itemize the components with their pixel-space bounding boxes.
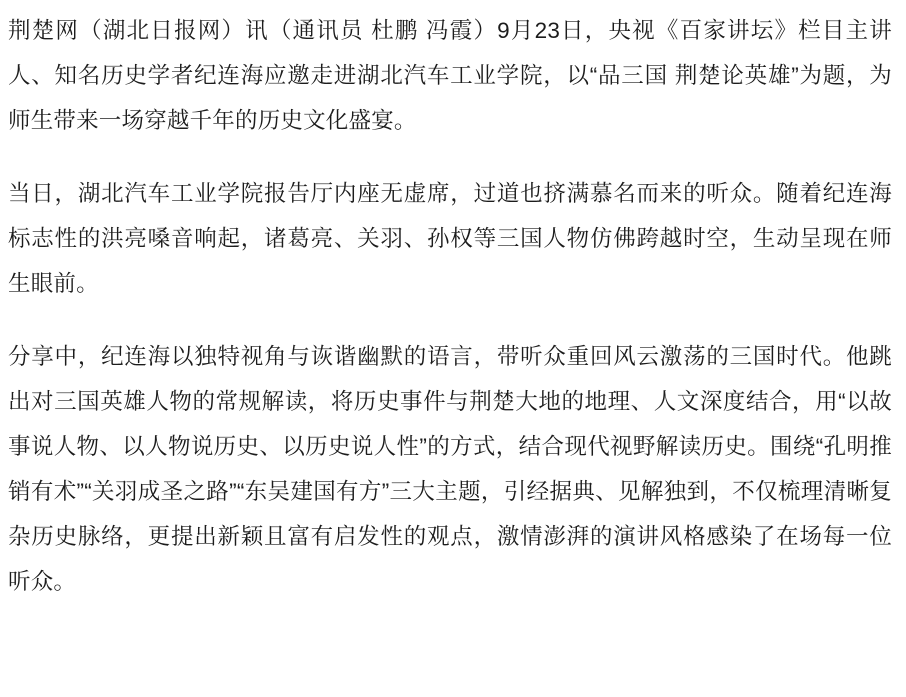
article-paragraph: 当日，湖北汽车工业学院报告厅内座无虚席，过道也挤满慕名而来的听众。随着纪连海标志性的洪亮嗓音响起，诸葛亮、关羽、孙权等三国人物仿佛跨越时空，生动呈现在师生眼前。 — [8, 181, 892, 296]
article-paragraph: 荆楚网（湖北日报网）讯（通讯员 杜鹏 冯霞）9月23日，央视《百家讲坛》栏目主讲人、知名历史学者纪连海应邀走进湖北汽车工业学院，以“品三国 荆楚论英雄”为题，为师生带来一场穿越千年的历史文化盛宴。 — [8, 18, 892, 133]
article-paragraph: 分享中，纪连海以独特视角与诙谐幽默的语言，带听众重回风云激荡的三国时代。他跳出对三国英雄人物的常规解读，将历史事件与荆楚大地的地理、人文深度结合，用“以故事说人物、以人物说历史、以历史说人性”的方式，结合现代视野解读历史。围绕“孔明推销有术”“关羽成圣之路”“东吴建国有方”三大主题，引经据典、见解独到，不仅梳理清晰复杂历史脉络，更提出新颖且富有启发性的观点，激情澎湃的演讲风格感染了在场每一位听众。 — [8, 344, 892, 594]
